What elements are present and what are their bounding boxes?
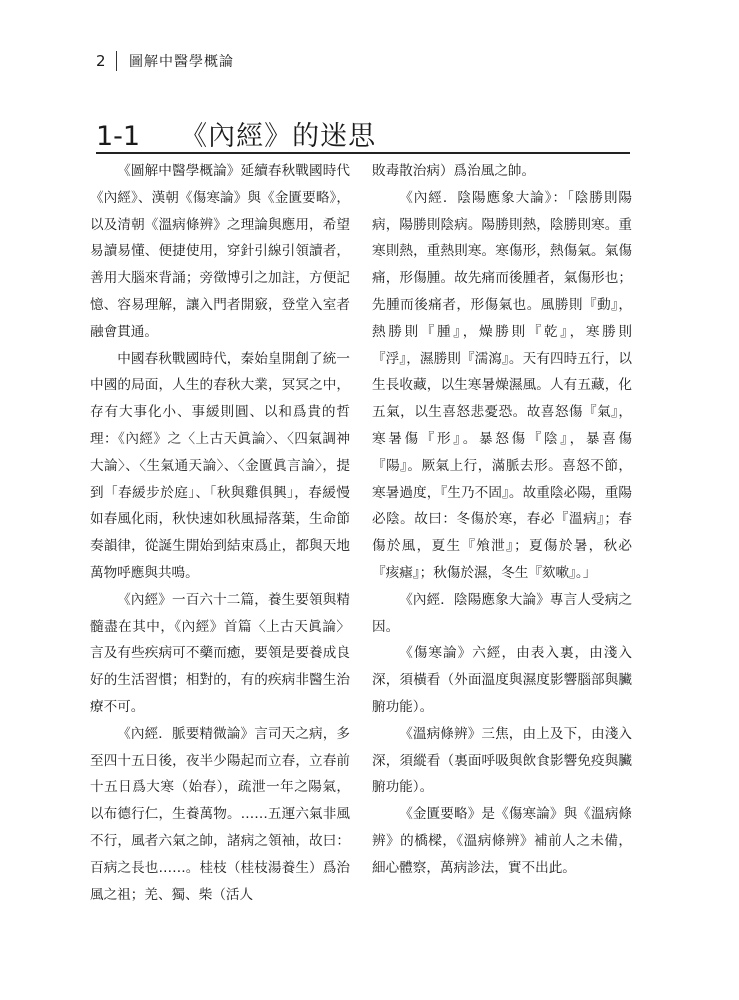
paragraph: 《內經．陰陽應象大論》：「陰勝則陽病，陽勝則陰病。陽勝則熱，陰勝則寒。重寒則熱，重熱則寒。寒傷形，熱傷氣。氣傷痛，形傷腫。故先痛而後腫者，氣傷形也；先腫而後痛者，形傷氣也。風勝則『動』，熱勝則『腫』，燥勝則『乾』，寒勝則『浮』，濕勝則『濡瀉』。天有四時五行，以生長收藏，以生寒暑燥濕風。人有五藏，化五氣，以生喜怒悲憂恐。故喜怒傷『氣』，寒暑傷『形』。暴怒傷『陰』，暴喜傷『陽』。厥氣上行，滿脈去形。喜怒不節，寒暑過度，『生乃不固』。故重陰必陽，重陽必陰。故曰：冬傷於寒，春必『溫病』；春傷於風，夏生『飧泄』；夏傷於暑，秋必『痎瘧』；秋傷於濕，冬生『欬嗽』。」 <box>372 189 632 581</box>
paragraph: 中國春秋戰國時代，秦始皇開創了統一中國的局面，人生的春秋大業，冥冥之中，存有大事化小、事緩則圓、以和爲貴的哲理：《內經》之〈上古天眞論〉、〈四氣調神大論〉、〈生氣通天論〉、〈金匱眞言論〉，提到「春緩步於庭」、「秋與雞俱興」，春緩慢如春風化雨，秋快速如秋風掃落葉，生命節奏韻律，從誕生開始到結束爲止，都與天地萬物呼應與共鳴。 <box>90 350 350 581</box>
left-column <box>90 158 350 908</box>
page-number: 2 <box>96 52 106 70</box>
heading-rule <box>96 152 630 154</box>
paragraph: 《內經》一百六十二篇，養生要領與精髓盡在其中，《內經》首篇〈上古天眞論〉言及有些疾病可不藥而癒，要領是要養成良好的生活習慣；相對的，有的疾病非醫生治療不可。 <box>90 591 350 715</box>
page-header <box>96 50 234 72</box>
paragraph: 《溫病條辨》三焦，由上及下，由淺入深，須縱看（裏面呼吸與飲食影響免疫與臟腑功能）。 <box>372 725 632 796</box>
right-column <box>372 158 632 882</box>
header-divider <box>116 51 117 71</box>
paragraph: 《傷寒論》六經，由表入裏，由淺入深，須橫看（外面溫度與濕度影響腦部與臟腑功能）。 <box>372 645 632 715</box>
paragraph: 《金匱要略》是《傷寒論》與《溫病條辨》的橋樑，《溫病條辨》補前人之未備，細心體察，萬病診法，實不出此。 <box>372 806 632 876</box>
paragraph: 《圖解中醫學概論》延續春秋戰國時代《內經》、漢朝《傷寒論》與《金匱要略》，以及清朝《溫病條辨》之理論與應用，希望易讀易懂、便捷使用，穿針引線引領讀者，善用大腦來背誦；旁徵博引之加註，方便記憶、容易理解，讓入門者開竅，登堂入室者融會貫通。 <box>90 163 350 340</box>
paragraph: 《內經．脈要精微論》言司天之病，多至四十五日後，夜半少陽起而立春，立春前十五日爲大寒（始春），疏泄一年之陽氣，以布德行仁，生養萬物。……五運六氣非風不行，風者六氣之帥，諸病之領袖，故曰：百病之長也……。桂枝（桂枝湯養生）爲治風之祖；羌、獨、柴（活人 <box>90 725 350 903</box>
paragraph: 《內經．陰陽應象大論》專言人受病之因。 <box>372 591 632 635</box>
chapter-number: 1-1 <box>96 121 141 152</box>
chapter-heading <box>96 112 630 150</box>
paragraph-continued: 敗毒散治病）爲治風之帥。 <box>372 163 536 179</box>
chapter-title: 《內經》的迷思 <box>180 121 377 152</box>
running-title: 圖解中醫學概論 <box>129 54 234 70</box>
